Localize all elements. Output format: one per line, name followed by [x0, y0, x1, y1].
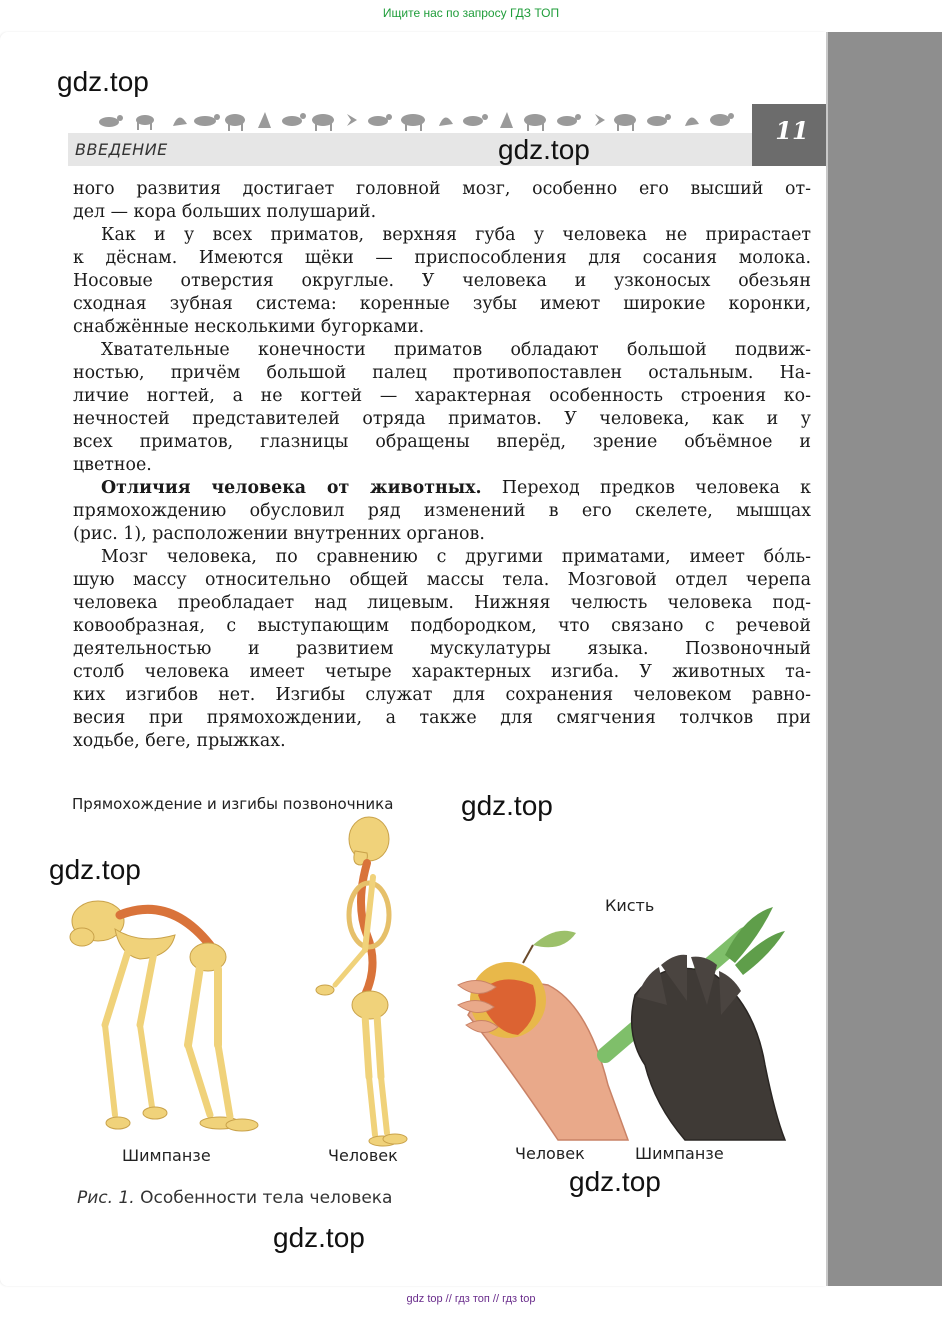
text-line: Носовые отверстия округлые. У человека и узконосых обезьян: [73, 271, 811, 291]
text-line: человека преобладает над лицевым. Нижняя челюсть человека под-: [73, 593, 811, 613]
watermark: gdz.top: [273, 1222, 365, 1253]
label-human-hand: Человек: [515, 1144, 585, 1163]
label-chimpanzee-skeleton: Шимпанзе: [122, 1146, 211, 1165]
watermark: gdz.top: [461, 790, 553, 821]
figure-caption: [77, 1188, 392, 1208]
text-line: дел — кора больших полушарий.: [73, 202, 377, 222]
bottom-banner[interactable]: gdz top // гдз топ // гдз top: [406, 1293, 536, 1305]
body-text: [73, 178, 811, 753]
text-line: ного развития достигает головной мозг, особенно его высший от-: [73, 179, 811, 199]
watermark: gdz.top: [49, 854, 141, 885]
top-banner[interactable]: Ищите нас по запросу ГДЗ ТОП: [382, 6, 560, 20]
text-line: ходьбе, беге, прыжках.: [73, 731, 286, 751]
text-line: ностью, причём большой палец противопоставлен остальным. На-: [73, 363, 811, 383]
label-human-skeleton: Человек: [328, 1146, 398, 1165]
watermark: gdz.top: [57, 66, 149, 97]
page-number: 11: [775, 116, 809, 145]
chimpanzee-skeleton-illustration: [60, 885, 260, 1150]
page-side-panel: [826, 32, 942, 1286]
watermark: gdz.top: [498, 134, 590, 165]
text-line: ковообразная, с выступающим подбородком, что связано с речевой: [73, 616, 811, 636]
text-line: Хватательные конечности приматов обладают большой подвиж-: [101, 340, 811, 360]
text-line: снабжённые несколькими бугорками.: [73, 317, 425, 337]
text-line: к дёснам. Имеются щёки — приспособления для сосания молока.: [73, 248, 811, 268]
text-line: всех приматов, глазницы обращены вперёд, зрение объёмное и: [73, 432, 811, 452]
chimpanzee-hand-illustration: [595, 905, 795, 1145]
text-line: сходная зубная система: коренные зубы имеют широкие коронки,: [73, 294, 811, 314]
text-line: ких изгибов нет. Изгибы служат для сохранения человеком равно-: [73, 685, 811, 705]
text-line: столб человека имеет четыре характерных изгиба. У животных та-: [73, 662, 811, 682]
text-line: личие ногтей, а не когтей — характерная особенность строения ко-: [73, 386, 811, 406]
text-line: цветное.: [73, 455, 152, 475]
header-bar: [68, 133, 752, 166]
figure-title: Прямохождение и изгибы позвоночника: [72, 795, 394, 813]
caption-text: Особенности тела человека: [134, 1188, 393, 1208]
animal-silhouettes-strip: [95, 106, 735, 132]
section-title: ВВЕДЕНИЕ: [75, 140, 168, 159]
caption-number: Рис. 1.: [77, 1188, 135, 1208]
differences-heading: Отличия человека от животных.: [101, 478, 482, 498]
text-line: (рис. 1), расположении внутренних органов.: [73, 524, 485, 544]
text-line: деятельностью и развитием мускулатуры языка. Позвоночный: [73, 639, 811, 659]
text-line: нечностей представителей отряда приматов. У человека, как и у: [73, 409, 811, 429]
text-span: Переход предков человека к: [481, 478, 811, 498]
text-line: шую массу относительно общей массы тела. Мозговой отдел черепа: [73, 570, 811, 590]
text-line: [73, 477, 811, 500]
text-line: весия при прямохождении, а также для смягчения толчков при: [73, 708, 811, 728]
text-line: Мозг человека, по сравнению с другими приматами, имеет бо́ль-: [101, 547, 811, 567]
text-line: прямохождению обусловил ряд изменений в его скелете, мышцах: [73, 501, 811, 521]
label-chimpanzee-hand: Шимпанзе: [635, 1144, 724, 1163]
label-hand-title: Кисть: [605, 896, 655, 915]
text-line: Как и у всех приматов, верхняя губа у человека не прирастает: [101, 225, 811, 245]
watermark: gdz.top: [569, 1166, 661, 1197]
human-skeleton-illustration: [295, 815, 425, 1150]
